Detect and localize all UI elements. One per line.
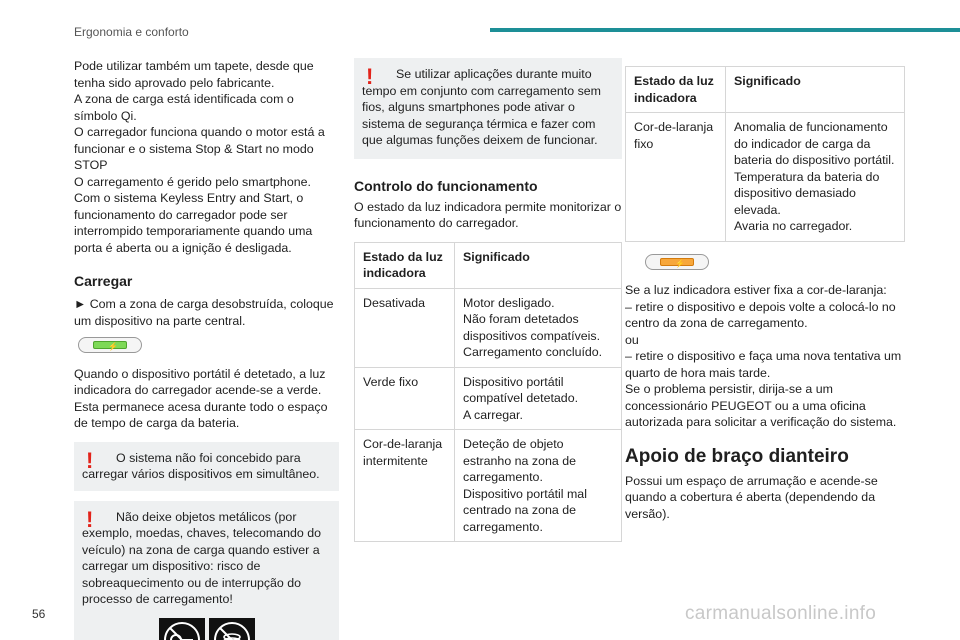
meaning-line: Motor desligado. bbox=[463, 295, 555, 310]
orange-instructions bbox=[625, 282, 905, 431]
warning-icon: ! bbox=[86, 447, 94, 473]
table-header-row bbox=[355, 242, 622, 288]
meaning-line: Dispositivo portátil mal centrado na zona de carregamento. bbox=[463, 486, 587, 534]
table-cell-meaning bbox=[455, 367, 622, 430]
warning-box-1 bbox=[74, 442, 339, 491]
warning-icon: ! bbox=[366, 64, 374, 89]
table-header-row bbox=[626, 67, 905, 113]
charger-indicator-icon: ⚡ bbox=[645, 254, 709, 270]
orange-line: – retire o dispositivo e faça uma nova tentativa um quarto de hora mais tarde. bbox=[625, 349, 902, 380]
table-header-cell: Significado bbox=[726, 67, 905, 113]
controlo-intro: O estado da luz indicadora permite monitorizar o funcionamento do carregador. bbox=[354, 199, 622, 230]
step-instruction: ► Com a zona de carga desobstruída, coloque um dispositivo na parte central. bbox=[74, 297, 334, 328]
warning-text: Se utilizar aplicações durante muito tempo em conjunto com carregamento sem fios, alguns smartphones pode ativar o sistema de segurança térmica e fazer com que algumas funções deixem de funcionar. bbox=[362, 67, 601, 147]
charger-orange-indicator bbox=[645, 254, 905, 275]
header-accent-bar bbox=[490, 28, 960, 32]
table-cell-meaning bbox=[726, 113, 905, 242]
intro-line: Com o sistema Keyless Entry and Start, o funcionamento do carregador pode ser interrompido temporariamente quando uma porta é aberta ou a ignição é desligada. bbox=[74, 191, 313, 255]
prohibited-objects-symbols bbox=[82, 618, 331, 640]
armrest-text: Possui um espaço de arrumação e acende-se quando a cobertura é aberta (dependendo da versão). bbox=[625, 473, 878, 521]
intro-line: O carregador funciona quando o motor está a funcionar e o sistema Stop & Start no modo STOP bbox=[74, 125, 325, 172]
meaning-line: Anomalia de funcionamento do indicador de carga da bateria do dispositivo portátil. bbox=[734, 120, 895, 167]
table-header-cell: Significado bbox=[455, 242, 622, 288]
indicator-status-table-continued bbox=[625, 66, 905, 242]
column-1 bbox=[74, 58, 339, 640]
table-row bbox=[355, 288, 622, 367]
warning-icon: ! bbox=[86, 506, 94, 532]
meaning-line: Temperatura da bateria do dispositivo demasiado elevada. bbox=[734, 169, 880, 217]
intro-line: A zona de carga está identificada com o símbolo Qi. bbox=[74, 92, 294, 123]
orange-line: – retire o dispositivo e depois volte a colocá-lo no centro da zona de carregamento. bbox=[625, 299, 896, 330]
meaning-line: Dispositivo portátil compatível detetado. bbox=[463, 374, 579, 405]
page-number: 56 bbox=[32, 607, 46, 621]
heading-carregar: Carregar bbox=[74, 273, 133, 289]
column-2 bbox=[354, 58, 622, 542]
table-header-cell: Estado da luz indicadora bbox=[355, 242, 455, 288]
table-row bbox=[355, 430, 622, 542]
warning-text: O sistema não foi concebido para carregar vários dispositivos em simultâneo. bbox=[82, 450, 320, 481]
table-cell-state: Desativada bbox=[355, 288, 455, 367]
intro-line: O carregamento é gerido pelo smartphone. bbox=[74, 174, 311, 189]
charger-green-indicator bbox=[78, 337, 339, 358]
table-cell-state: Verde fixo bbox=[355, 367, 455, 430]
table-cell-state: Cor-de-laranja fixo bbox=[626, 113, 726, 242]
table-row bbox=[626, 113, 905, 242]
orange-line: Se o problema persistir, dirija-se a um concessionário PEUGEOT ou a uma oficina autorizada para solicitar a verificação do sistema. bbox=[625, 382, 897, 429]
warning-box-3 bbox=[354, 58, 622, 159]
detected-text: Quando o dispositivo portátil é detetado, a luz indicadora do carregador acende-se a verde. Esta permanece acesa durante todo o espaço de tempo de carga da bateria. bbox=[74, 366, 328, 430]
meaning-line: Carregamento concluído. bbox=[463, 345, 603, 359]
meaning-line: A carregar. bbox=[463, 407, 523, 422]
charger-indicator-icon: ⚡ bbox=[78, 337, 142, 353]
table-header-cell: Estado da luz indicadora bbox=[626, 67, 726, 113]
table-cell-meaning bbox=[455, 430, 622, 542]
meaning-line: Não foram detetados dispositivos compatíveis. bbox=[463, 312, 601, 343]
column-3 bbox=[625, 58, 905, 522]
no-coins-icon bbox=[209, 618, 255, 640]
page-header-title: Ergonomia e conforto bbox=[74, 25, 189, 39]
indicator-status-table bbox=[354, 242, 622, 543]
table-row bbox=[355, 367, 622, 430]
warning-box-2 bbox=[74, 501, 339, 640]
heading-armrest: Apoio de braço dianteiro bbox=[625, 445, 849, 467]
meaning-line: Avaria no carregador. bbox=[734, 219, 853, 233]
meaning-line: Deteção de objeto estranho na zona de carregamento. bbox=[463, 437, 576, 484]
orange-line: ou bbox=[625, 332, 639, 347]
no-keys-icon bbox=[159, 618, 205, 640]
table-cell-state: Cor-de-laranja intermitente bbox=[355, 430, 455, 542]
intro-line: Pode utilizar também um tapete, desde que tenha sido aprovado pelo fabricante. bbox=[74, 59, 314, 90]
heading-controlo: Controlo do funcionamento bbox=[354, 177, 538, 194]
table-cell-meaning bbox=[455, 288, 622, 367]
warning-text: Não deixe objetos metálicos (por exemplo, moedas, chaves, telecomando do veículo) na zona de carga quando estiver a carregar um dispositivo: risco de sobreaquecimento ou de interrupção do processo de carregamento! bbox=[82, 509, 322, 606]
orange-line: Se a luz indicadora estiver fixa a cor-de-laranja: bbox=[625, 283, 887, 297]
watermark: carmanualsonline.info bbox=[685, 603, 877, 624]
